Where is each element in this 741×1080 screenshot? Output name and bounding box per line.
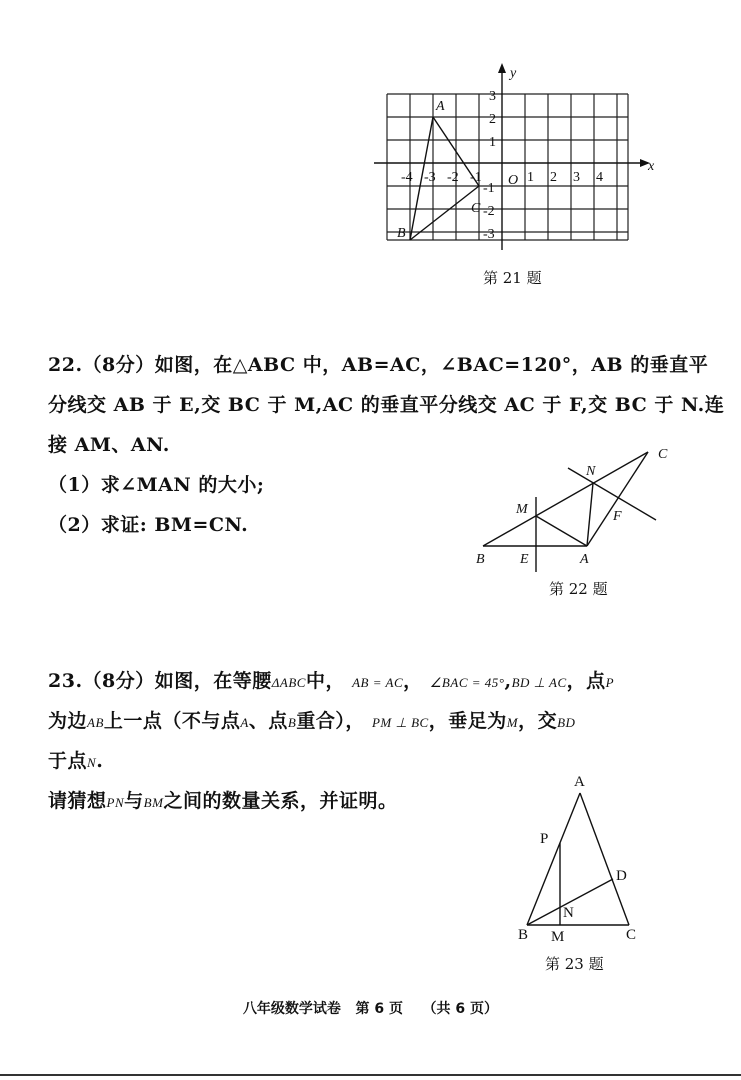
- fig22-label-e: E: [520, 552, 529, 567]
- y-tick-label: -3: [483, 227, 495, 242]
- y-tick-label: 1: [489, 135, 496, 150]
- figure-22: [470, 440, 680, 580]
- q23-l2-e: ，垂足为: [428, 710, 507, 732]
- q23-l4-b: 与: [124, 790, 144, 812]
- fig22-label-b: B: [476, 552, 485, 567]
- y-tick-label: -2: [483, 204, 495, 219]
- q23-l2-bd: BD: [557, 715, 576, 730]
- q23-l2-c: 、点: [248, 710, 288, 732]
- x-tick-label: 1: [527, 170, 534, 185]
- axis-x-label: x: [648, 159, 655, 174]
- q23-l1-p: P: [605, 675, 615, 690]
- q22-line-1: 22.（8分）如图，在△ABC 中，AB=AC，∠BAC=120°，AB 的垂直平: [48, 354, 709, 376]
- q23-l2-a: 为边: [48, 710, 88, 732]
- fig23-label-b: B: [518, 927, 529, 943]
- q23-l3-b: .: [96, 750, 104, 772]
- fig22-label-c: C: [658, 447, 668, 462]
- q23-l2-ab: AB: [87, 715, 104, 730]
- q23-l1-sep1: ，: [403, 670, 423, 692]
- q23-l1-c3: BD ⊥ AC: [511, 675, 567, 690]
- figure-21-grid: [370, 60, 660, 250]
- figure-23-caption: 第 23 题: [545, 955, 604, 973]
- q22-sub-2: （2）求证: BM=CN.: [48, 514, 249, 536]
- q23-l2-m: M: [506, 715, 519, 730]
- fig22-label-a: A: [580, 552, 589, 567]
- q23-l1-tri: ΔABC: [271, 675, 306, 690]
- fig23-label-m: M: [551, 929, 565, 945]
- point-a-label: A: [436, 99, 445, 114]
- x-tick-label: 2: [550, 170, 557, 185]
- x-tick-label: -2: [447, 170, 459, 185]
- figure-22-caption: 第 22 题: [549, 580, 608, 598]
- q23-line-3: [48, 746, 103, 773]
- fig23-label-d: D: [616, 868, 627, 884]
- q23-l2-b: 上一点（不与点: [103, 710, 241, 732]
- fig23-label-p: P: [540, 831, 549, 847]
- x-tick-label: -3: [424, 170, 436, 185]
- q23-l1-b: 中，: [305, 670, 345, 692]
- q23-line-1: [48, 666, 614, 693]
- q23-l4-a: 请猜想: [48, 790, 107, 812]
- fig22-label-n: N: [586, 464, 596, 479]
- x-tick-label: 3: [573, 170, 580, 185]
- x-tick-label: -4: [401, 170, 413, 185]
- origin-label: O: [508, 173, 519, 188]
- fig23-label-a: A: [574, 774, 585, 790]
- y-tick-label: -1: [483, 181, 495, 196]
- point-b-label: B: [397, 226, 406, 241]
- fig23-label-n: N: [563, 905, 574, 921]
- q22-line-2: 分线交 AB 于 E,交 BC 于 M,AC 的垂直平分线交 AC 于 F,交 BC 于 N.连: [48, 394, 725, 416]
- q23-l1-c1: AB = AC: [352, 675, 404, 690]
- figure-21-caption: 第 21 题: [483, 269, 542, 287]
- q23-l1-sep2: ,: [504, 670, 512, 692]
- q23-l3-n: N: [87, 755, 97, 770]
- q23-l2-d: 重合），: [296, 710, 365, 732]
- axis-y-label: y: [510, 66, 517, 81]
- fig22-label-m: M: [516, 502, 528, 517]
- x-tick-label: 4: [596, 170, 603, 185]
- y-tick-label: 3: [489, 89, 496, 104]
- q23-l1-c2: ∠BAC = 45°: [429, 675, 505, 690]
- y-tick-label: 2: [489, 112, 496, 127]
- q23-l4-bm: BM: [143, 795, 164, 810]
- fig23-label-c: C: [626, 927, 637, 943]
- fig22-label-f: F: [613, 509, 622, 524]
- q23-l4-pn: PN: [106, 795, 125, 810]
- q23-l2-f: ，交: [518, 710, 558, 732]
- q23-line-2: [48, 706, 575, 733]
- q23-l4-c: 之间的数量关系，并证明。: [163, 790, 398, 812]
- point-c-label: C: [471, 201, 481, 216]
- q23-l2-a-pt: A: [240, 715, 249, 730]
- figure-23: [510, 765, 660, 945]
- page-footer: 八年级数学试卷 第 6 页 （共 6 页）: [242, 1001, 499, 1017]
- q23-l3-a: 于点: [48, 750, 88, 772]
- q23-l1-a: 23.（8分）如图，在等腰: [48, 670, 272, 692]
- q23-l1-d: ，点: [566, 670, 606, 692]
- bottom-rule: [0, 1074, 741, 1076]
- q23-l2-pm: PM ⊥ BC: [371, 715, 429, 730]
- q22-line-3: 接 AM、AN.: [48, 434, 170, 456]
- x-tick-label: -1: [470, 170, 482, 185]
- q23-l2-b-pt: B: [287, 715, 297, 730]
- q23-line-4: [48, 786, 397, 813]
- q22-sub-1: （1）求∠MAN 的大小;: [48, 474, 265, 496]
